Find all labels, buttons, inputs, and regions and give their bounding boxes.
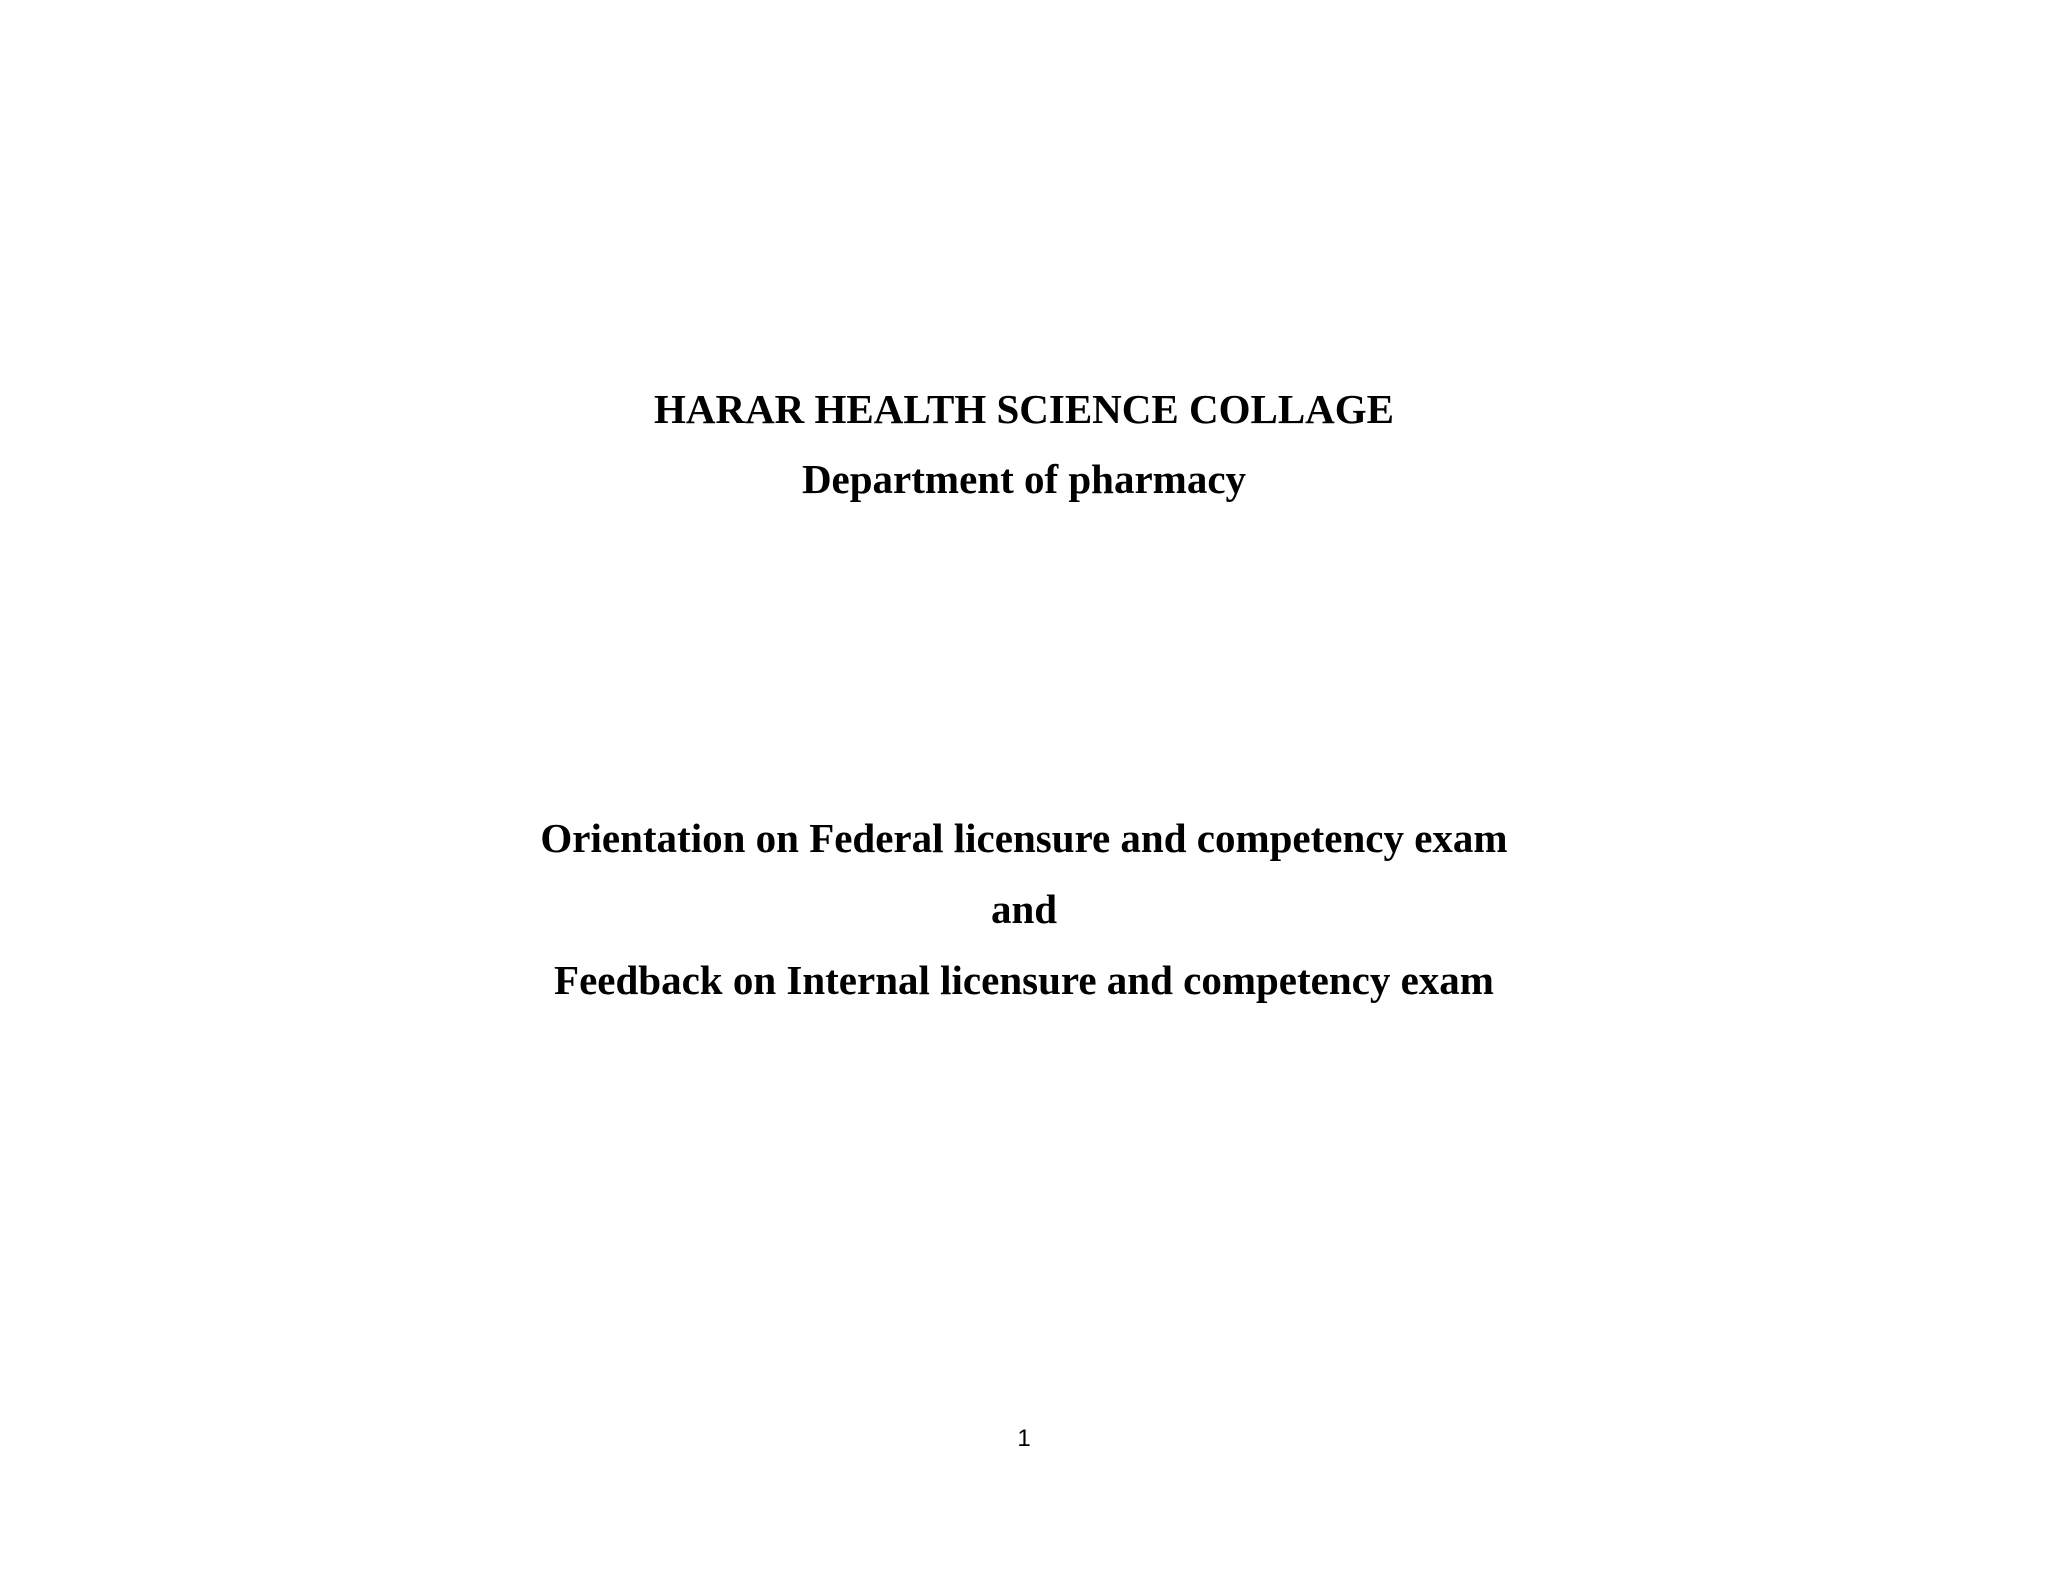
title-line-feedback: Feedback on Internal licensure and competency exam: [554, 957, 1494, 1003]
institution-name: HARAR HEALTH SCIENCE COLLAGE: [653, 386, 1395, 432]
page-number: 1: [1017, 1425, 1031, 1452]
title-line-conjunction: and: [990, 886, 1058, 932]
department-name: Department of pharmacy: [801, 456, 1247, 502]
title-line-orientation: Orientation on Federal licensure and competency exam: [540, 815, 1508, 861]
